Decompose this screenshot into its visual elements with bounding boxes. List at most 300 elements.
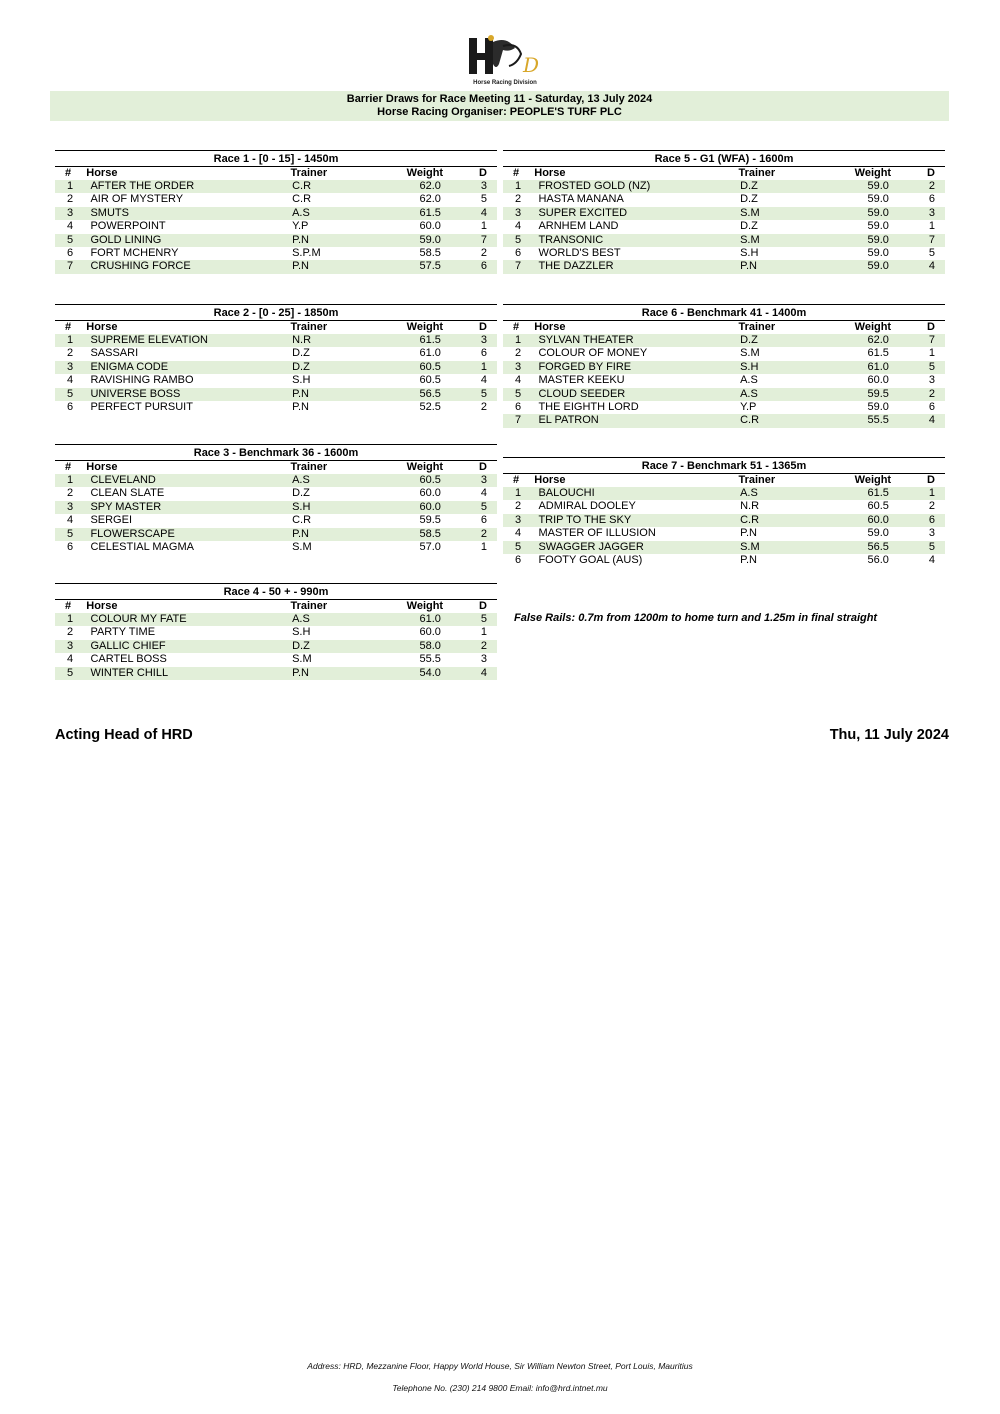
column-header-number: # <box>513 474 520 486</box>
race-table-header <box>503 166 945 180</box>
table-row <box>503 207 945 220</box>
weight-value: 57.0 <box>419 540 441 553</box>
runner-number: 6 <box>67 400 74 413</box>
trainer-code: D.Z <box>740 193 758 206</box>
draw-number: 6 <box>928 193 935 206</box>
page-title: Barrier Draws for Race Meeting 11 - Saturday, 13 July 2024 <box>346 93 653 105</box>
organiser-line: Horse Racing Organiser: PEOPLE'S TURF PLC <box>377 106 622 118</box>
horse-name: ADMIRAL DOOLEY <box>538 500 636 513</box>
column-header-number: # <box>513 321 520 333</box>
horse-name: CLEAN SLATE <box>90 487 165 500</box>
runner-number: 4 <box>515 220 522 233</box>
runner-number: 7 <box>515 414 522 427</box>
horse-name: PERFECT PURSUIT <box>90 400 193 413</box>
weight-value: 59.0 <box>867 400 889 413</box>
runner-number: 2 <box>67 347 74 360</box>
horse-name: SUPER EXCITED <box>538 206 628 219</box>
trainer-code: S.H <box>292 500 311 513</box>
weight-value: 60.5 <box>419 474 441 486</box>
trainer-code: C.R <box>292 180 312 192</box>
signature-date: Thu, 11 July 2024 <box>829 727 949 743</box>
horse-name: CELESTIAL MAGMA <box>90 540 194 553</box>
runner-number: 4 <box>67 514 74 527</box>
trainer-code: S.H <box>292 626 311 639</box>
table-row <box>55 374 497 387</box>
horse-name: MASTER KEEKU <box>538 374 625 387</box>
race-table-4 <box>55 583 497 680</box>
horse-name: TRIP TO THE SKY <box>538 513 632 526</box>
draw-number: 4 <box>928 553 935 566</box>
table-row <box>503 500 945 513</box>
weight-value: 58.0 <box>419 639 441 652</box>
runner-number: 4 <box>67 653 74 666</box>
runner-number: 5 <box>515 387 522 400</box>
runner-number: 7 <box>515 260 522 273</box>
column-header-draw: D <box>479 600 487 612</box>
column-header-trainer: Trainer <box>738 474 776 486</box>
table-row <box>55 501 497 514</box>
horse-name: SMUTS <box>90 206 129 219</box>
horse-name: CRUSHING FORCE <box>90 260 191 273</box>
column-header-weight: Weight <box>854 474 892 486</box>
draw-number: 5 <box>928 540 935 553</box>
draw-number: 4 <box>480 666 487 679</box>
column-header-draw: D <box>479 167 487 179</box>
weight-value: 55.5 <box>419 653 441 666</box>
weight-value: 61.5 <box>867 487 889 499</box>
horse-name: WORLD'S BEST <box>538 246 621 259</box>
draw-number: 2 <box>928 180 935 192</box>
draw-number: 3 <box>480 180 487 192</box>
column-header-number: # <box>65 600 72 612</box>
draw-number: 3 <box>928 527 935 540</box>
draw-number: 6 <box>480 260 487 273</box>
trainer-code: P.N <box>292 260 309 273</box>
table-row <box>55 653 497 666</box>
false-rails-note: False Rails: 0.7m from 1200m to home turn and 1.25m in final straight <box>514 612 878 624</box>
race-title: Race 5 - G1 (WFA) - 1600m <box>503 150 945 166</box>
table-row <box>55 347 497 360</box>
horse-name: ENIGMA CODE <box>90 360 169 373</box>
weight-value: 59.0 <box>867 527 889 540</box>
draw-number: 4 <box>928 414 935 427</box>
draw-number: 3 <box>928 206 935 219</box>
draw-number: 2 <box>480 246 487 259</box>
weight-value: 60.0 <box>867 374 889 387</box>
horse-name: FORGED BY FIRE <box>538 360 632 373</box>
draw-number: 1 <box>928 347 935 360</box>
trainer-code: C.R <box>740 414 760 427</box>
table-row <box>55 626 497 639</box>
trainer-code: P.N <box>292 666 309 679</box>
table-row <box>503 514 945 527</box>
horse-name: MASTER OF ILLUSION <box>538 527 656 540</box>
race-table-header <box>55 166 497 180</box>
trainer-code: P.N <box>292 527 309 540</box>
horse-name: SUPREME ELEVATION <box>90 334 208 346</box>
weight-value: 57.5 <box>419 260 441 273</box>
horse-name: COLOUR MY FATE <box>90 613 187 625</box>
race-title: Race 1 - [0 - 15] - 1450m <box>55 150 497 166</box>
runner-number: 4 <box>67 374 74 387</box>
horse-name: CLEVELAND <box>90 474 156 486</box>
runner-number: 4 <box>67 220 74 233</box>
horse-name: AFTER THE ORDER <box>90 180 195 192</box>
column-header-number: # <box>513 167 520 179</box>
weight-value: 62.0 <box>867 334 889 346</box>
draw-number: 4 <box>480 487 487 500</box>
trainer-code: S.M <box>292 540 312 553</box>
draw-number: 1 <box>480 360 487 373</box>
draw-number: 3 <box>480 653 487 666</box>
column-header-horse: Horse <box>534 167 566 179</box>
horse-name: GOLD LINING <box>90 233 162 246</box>
trainer-code: C.R <box>292 514 312 527</box>
runner-number: 2 <box>515 500 522 513</box>
column-header-draw: D <box>479 461 487 473</box>
weight-value: 62.0 <box>419 193 441 206</box>
table-row <box>503 541 945 554</box>
column-header-weight: Weight <box>406 321 444 333</box>
column-header-trainer: Trainer <box>290 461 328 473</box>
draw-number: 6 <box>480 514 487 527</box>
column-header-weight: Weight <box>406 461 444 473</box>
weight-value: 58.5 <box>419 527 441 540</box>
trainer-code: S.M <box>740 206 760 219</box>
table-row <box>503 234 945 247</box>
horse-name: WINTER CHILL <box>90 666 169 679</box>
table-row <box>503 247 945 260</box>
race-table-2 <box>55 304 497 414</box>
table-row <box>55 388 497 401</box>
weight-value: 59.0 <box>419 233 441 246</box>
table-row <box>55 334 497 347</box>
weight-value: 59.5 <box>867 387 889 400</box>
weight-value: 62.0 <box>419 180 441 192</box>
horse-name: THE EIGHTH LORD <box>538 400 639 413</box>
trainer-code: D.Z <box>292 360 310 373</box>
horse-name: SASSARI <box>90 347 139 360</box>
column-header-number: # <box>65 167 72 179</box>
horse-name: FROSTED GOLD (NZ) <box>538 180 651 192</box>
column-header-number: # <box>65 461 72 473</box>
column-header-trainer: Trainer <box>738 167 776 179</box>
weight-value: 54.0 <box>419 666 441 679</box>
trainer-code: D.Z <box>292 639 310 652</box>
runner-number: 6 <box>515 553 522 566</box>
trainer-code: P.N <box>292 387 309 400</box>
runner-number: 2 <box>67 487 74 500</box>
horse-name: PARTY TIME <box>90 626 156 639</box>
race-table-7 <box>503 457 945 567</box>
runner-number: 3 <box>515 206 522 219</box>
horse-name: POWERPOINT <box>90 220 166 233</box>
draw-number: 1 <box>480 220 487 233</box>
weight-value: 61.0 <box>419 613 441 625</box>
trainer-code: S.H <box>292 374 311 387</box>
runner-number: 1 <box>67 474 74 486</box>
race-table-header <box>55 320 497 334</box>
column-header-weight: Weight <box>854 321 892 333</box>
draw-number: 2 <box>480 527 487 540</box>
runner-number: 1 <box>67 613 74 625</box>
table-row <box>503 334 945 347</box>
table-row <box>55 361 497 374</box>
horse-name: FOOTY GOAL (AUS) <box>538 553 643 566</box>
table-row <box>55 667 497 680</box>
table-row <box>503 193 945 206</box>
column-header-horse: Horse <box>534 474 566 486</box>
race-title: Race 4 - 50 + - 990m <box>55 583 497 599</box>
draw-number: 5 <box>480 613 487 625</box>
horse-name: ARNHEM LAND <box>538 220 619 233</box>
weight-value: 61.5 <box>419 206 441 219</box>
column-header-number: # <box>65 321 72 333</box>
table-row <box>503 401 945 414</box>
table-row <box>55 234 497 247</box>
footer-contact: Telephone No. (230) 214 9800 Email: info@hrd.intnet.mu <box>392 1383 608 1393</box>
trainer-code: P.N <box>740 527 757 540</box>
column-header-horse: Horse <box>534 321 566 333</box>
table-row <box>55 401 497 414</box>
runner-number: 5 <box>515 233 522 246</box>
weight-value: 59.0 <box>867 220 889 233</box>
draw-number: 1 <box>928 220 935 233</box>
trainer-code: D.Z <box>740 220 758 233</box>
horse-name: SERGEI <box>90 514 133 527</box>
table-row <box>55 193 497 206</box>
trainer-code: D.Z <box>740 180 758 192</box>
table-row <box>55 514 497 527</box>
weight-value: 61.0 <box>419 347 441 360</box>
draw-number: 4 <box>480 206 487 219</box>
draw-number: 2 <box>928 387 935 400</box>
table-row <box>55 528 497 541</box>
race-table-header <box>55 460 497 474</box>
trainer-code: A.S <box>292 474 310 486</box>
runner-number: 1 <box>515 180 522 192</box>
table-row <box>55 474 497 487</box>
column-header-trainer: Trainer <box>290 167 328 179</box>
race-title: Race 6 - Benchmark 41 - 1400m <box>503 304 945 320</box>
trainer-code: P.N <box>292 400 309 413</box>
column-header-horse: Horse <box>86 461 118 473</box>
trainer-code: A.S <box>292 613 310 625</box>
trainer-code: S.M <box>292 653 312 666</box>
horse-name: UNIVERSE BOSS <box>90 387 181 400</box>
weight-value: 56.5 <box>419 387 441 400</box>
runner-number: 1 <box>67 334 74 346</box>
runner-number: 5 <box>515 540 522 553</box>
draw-number: 6 <box>480 347 487 360</box>
runner-number: 1 <box>515 487 522 499</box>
weight-value: 60.0 <box>867 513 889 526</box>
runner-number: 1 <box>67 180 74 192</box>
trainer-code: C.R <box>292 193 312 206</box>
runner-number: 5 <box>67 387 74 400</box>
horse-name: RAVISHING RAMBO <box>90 374 194 387</box>
horse-name: SWAGGER JAGGER <box>538 540 644 553</box>
runner-number: 6 <box>515 400 522 413</box>
table-row <box>503 554 945 567</box>
race-title: Race 7 - Benchmark 51 - 1365m <box>503 457 945 473</box>
table-row <box>503 388 945 401</box>
runner-number: 3 <box>515 360 522 373</box>
table-row <box>55 541 497 554</box>
runner-number: 3 <box>67 500 74 513</box>
table-row <box>503 180 945 193</box>
trainer-code: S.M <box>740 347 760 360</box>
weight-value: 59.0 <box>867 260 889 273</box>
draw-number: 2 <box>480 639 487 652</box>
draw-number: 6 <box>928 400 935 413</box>
horse-name: SYLVAN THEATER <box>538 334 634 346</box>
race-title: Race 2 - [0 - 25] - 1850m <box>55 304 497 320</box>
runner-number: 4 <box>515 374 522 387</box>
column-header-horse: Horse <box>86 600 118 612</box>
weight-value: 60.0 <box>419 626 441 639</box>
column-header-trainer: Trainer <box>290 600 328 612</box>
draw-number: 5 <box>480 500 487 513</box>
draw-number: 3 <box>928 374 935 387</box>
column-header-weight: Weight <box>406 600 444 612</box>
horse-name: COLOUR OF MONEY <box>538 347 648 360</box>
horse-name: CLOUD SEEDER <box>538 387 626 400</box>
column-header-draw: D <box>927 474 935 486</box>
weight-value: 59.0 <box>867 246 889 259</box>
trainer-code: N.R <box>292 334 312 346</box>
trainer-code: P.N <box>740 260 757 273</box>
logo-caption: Horse Racing Division <box>473 80 537 86</box>
horse-name: HASTA MANANA <box>538 193 624 206</box>
runner-number: 2 <box>515 193 522 206</box>
draw-number: 1 <box>928 487 935 499</box>
trainer-code: P.N <box>740 553 757 566</box>
weight-value: 61.5 <box>867 347 889 360</box>
table-row <box>55 247 497 260</box>
trainer-code: A.S <box>740 387 758 400</box>
trainer-code: D.Z <box>292 347 310 360</box>
draw-number: 3 <box>480 474 487 486</box>
table-row <box>503 527 945 540</box>
weight-value: 61.0 <box>867 360 889 373</box>
horse-name: TRANSONIC <box>538 233 604 246</box>
table-row <box>503 260 945 273</box>
trainer-code: N.R <box>740 500 760 513</box>
race-title: Race 3 - Benchmark 36 - 1600m <box>55 444 497 460</box>
draw-number: 7 <box>480 233 487 246</box>
draw-number: 2 <box>480 400 487 413</box>
weight-value: 55.5 <box>867 414 889 427</box>
draw-number: 5 <box>480 193 487 206</box>
horse-name: AIR OF MYSTERY <box>90 193 184 206</box>
trainer-code: D.Z <box>740 334 758 346</box>
trainer-code: S.H <box>740 246 759 259</box>
trainer-code: Y.P <box>740 400 757 413</box>
table-row <box>55 180 497 193</box>
weight-value: 60.0 <box>419 487 441 500</box>
runner-number: 6 <box>67 540 74 553</box>
draw-number: 5 <box>928 360 935 373</box>
trainer-code: S.M <box>740 233 760 246</box>
weight-value: 52.5 <box>419 400 441 413</box>
table-row <box>55 220 497 233</box>
table-row <box>503 487 945 500</box>
draw-number: 7 <box>928 334 935 346</box>
column-header-draw: D <box>479 321 487 333</box>
runner-number: 7 <box>67 260 74 273</box>
trainer-code: S.P.M <box>292 246 321 259</box>
weight-value: 60.0 <box>419 220 441 233</box>
race-table-header <box>55 599 497 613</box>
weight-value: 59.0 <box>867 180 889 192</box>
horse-name: EL PATRON <box>538 414 599 427</box>
table-row <box>503 220 945 233</box>
runner-number: 3 <box>515 513 522 526</box>
column-header-horse: Horse <box>86 321 118 333</box>
runner-number: 2 <box>67 193 74 206</box>
weight-value: 56.5 <box>867 540 889 553</box>
svg-text:D: D <box>523 53 540 77</box>
column-header-draw: D <box>927 321 935 333</box>
draw-number: 1 <box>480 626 487 639</box>
table-row <box>55 207 497 220</box>
trainer-code: P.N <box>292 233 309 246</box>
horse-name: FORT MCHENRY <box>90 246 179 259</box>
race-table-1 <box>55 150 497 274</box>
race-table-6 <box>503 304 945 428</box>
column-header-trainer: Trainer <box>290 321 328 333</box>
weight-value: 58.5 <box>419 246 441 259</box>
column-header-trainer: Trainer <box>738 321 776 333</box>
runner-number: 1 <box>515 334 522 346</box>
column-header-weight: Weight <box>854 167 892 179</box>
horse-name: BALOUCHI <box>538 487 595 499</box>
trainer-code: S.H <box>740 360 759 373</box>
race-table-5 <box>503 150 945 274</box>
runner-number: 3 <box>67 206 74 219</box>
horse-name: GALLIC CHIEF <box>90 639 166 652</box>
weight-value: 61.5 <box>419 334 441 346</box>
horse-name: SPY MASTER <box>90 500 162 513</box>
runner-number: 6 <box>515 246 522 259</box>
runner-number: 2 <box>67 626 74 639</box>
horse-name: THE DAZZLER <box>538 260 614 273</box>
race-table-3 <box>55 444 497 554</box>
table-row <box>503 414 945 427</box>
weight-value: 59.0 <box>867 233 889 246</box>
trainer-code: S.M <box>740 540 760 553</box>
runner-number: 4 <box>515 527 522 540</box>
draw-number: 7 <box>928 233 935 246</box>
trainer-code: A.S <box>292 206 310 219</box>
weight-value: 59.0 <box>867 193 889 206</box>
table-row <box>503 374 945 387</box>
draw-number: 1 <box>480 540 487 553</box>
trainer-code: D.Z <box>292 487 310 500</box>
draw-number: 5 <box>480 387 487 400</box>
runner-number: 3 <box>67 639 74 652</box>
column-header-weight: Weight <box>406 167 444 179</box>
table-row <box>55 613 497 626</box>
column-header-horse: Horse <box>86 167 118 179</box>
footer-address: Address: HRD, Mezzanine Floor, Happy World House, Sir William Newton Street, Port Louis, Mauritius <box>307 1361 693 1371</box>
weight-value: 60.5 <box>867 500 889 513</box>
race-table-header <box>503 320 945 334</box>
draw-number: 2 <box>928 500 935 513</box>
runner-number: 2 <box>515 347 522 360</box>
race-table-header <box>503 473 945 487</box>
